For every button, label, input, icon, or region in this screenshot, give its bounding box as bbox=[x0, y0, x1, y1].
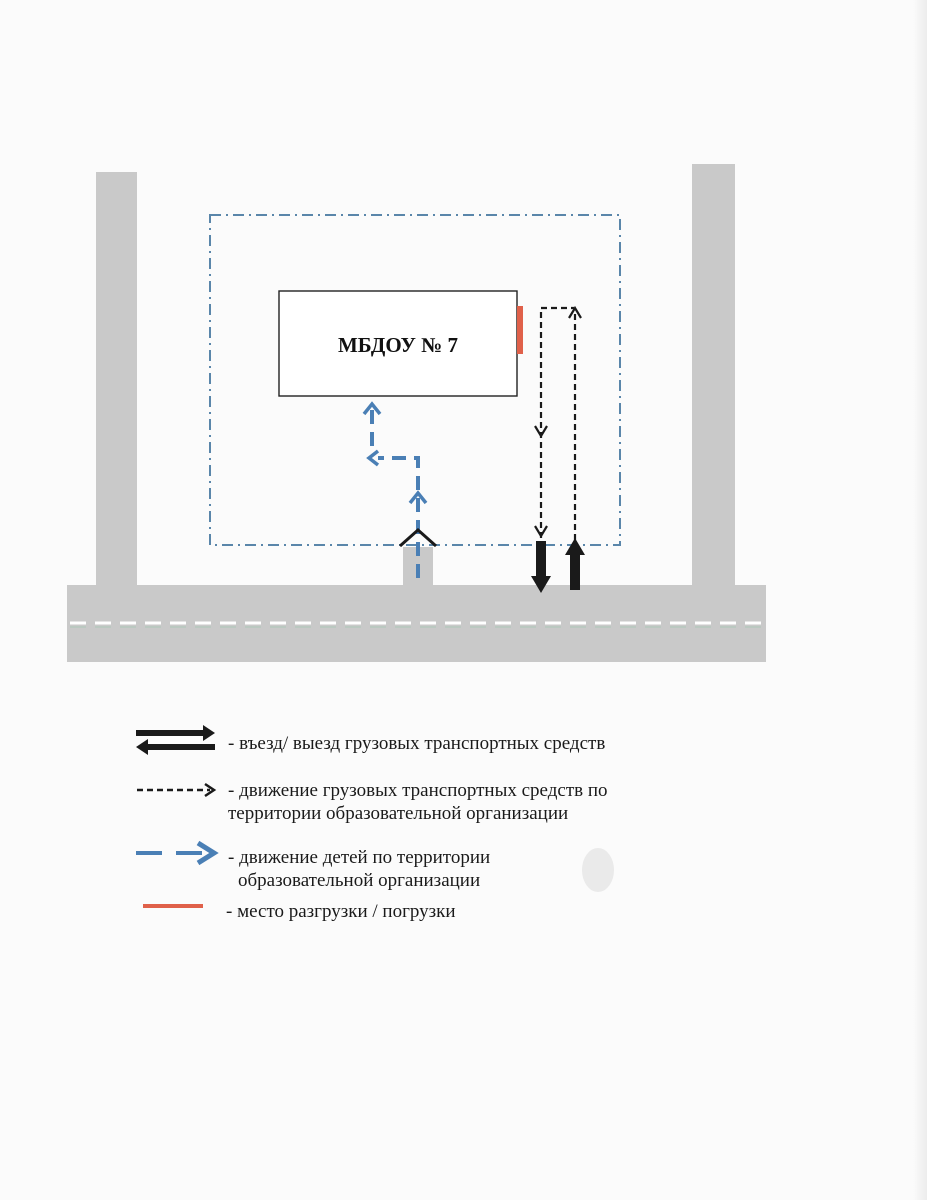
scan-smudge bbox=[582, 848, 614, 892]
page-edge-shadow bbox=[913, 0, 927, 1200]
children-arrow-left bbox=[369, 451, 378, 465]
legend-truck-movement-text bbox=[228, 779, 608, 825]
building bbox=[279, 291, 523, 396]
truck-route bbox=[531, 308, 585, 593]
truck-path-in bbox=[541, 308, 574, 538]
right-road bbox=[692, 164, 735, 592]
legend-children-movement-line2: образовательной организации bbox=[238, 870, 481, 891]
building-label: МБДОУ № 7 bbox=[337, 333, 459, 357]
roads bbox=[67, 164, 766, 662]
legend-loading-zone-line1: - место разгрузки / погрузки bbox=[226, 901, 456, 922]
legend-truck-entry-line1: - въезд/ выезд грузовых транспортных средств bbox=[228, 733, 606, 754]
legend-truck-entry-icon bbox=[136, 725, 215, 741]
legend-loading-zone-text bbox=[226, 900, 456, 923]
left-road bbox=[96, 172, 137, 592]
legend-children-movement-text bbox=[228, 846, 490, 892]
legend-truck-exit-icon bbox=[136, 739, 215, 755]
legend-truck-entry-text bbox=[228, 732, 605, 755]
legend-truck-movement-line2: территории образовательной организации bbox=[228, 803, 569, 824]
legend-symbols bbox=[136, 725, 215, 906]
legend-truck-movement-line1: - движение грузовых транспортных средств по bbox=[228, 780, 608, 801]
legend-children-movement-line1: - движение детей по территории bbox=[228, 847, 491, 868]
loading-zone-marker bbox=[517, 306, 523, 354]
